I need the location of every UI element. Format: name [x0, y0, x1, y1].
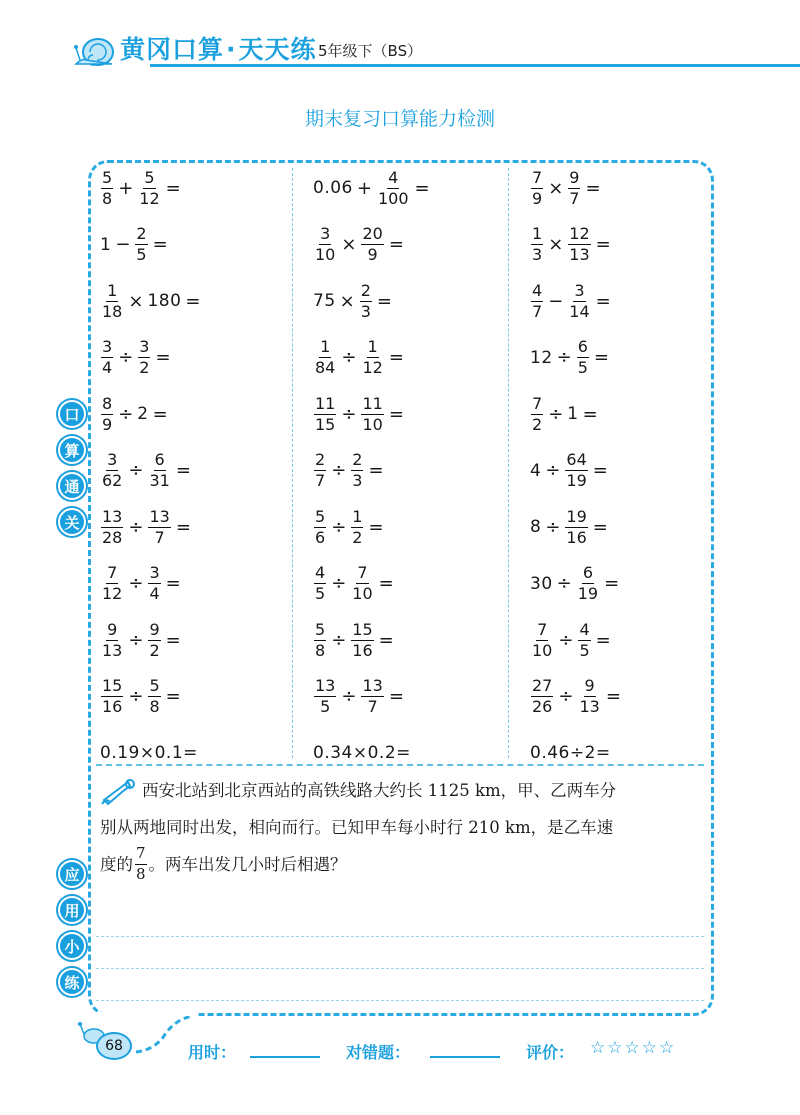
page-title: 期末复习口算能力检测: [304, 108, 495, 130]
problem-item: [313, 449, 388, 493]
fraction: $\frac{7}{9}$: [532, 167, 543, 208]
operator: ÷: [128, 629, 144, 651]
fraction: $\frac{3}{4}$: [149, 563, 160, 603]
fraction: $\frac{3}{2}$: [139, 337, 150, 377]
side-badge: 练: [58, 968, 86, 996]
fraction: $\frac{11}{15}$: [315, 393, 336, 434]
fraction: $\frac{13}{28}$: [102, 506, 123, 547]
equals-sign: =: [605, 686, 621, 707]
frame-curl: [134, 1016, 194, 1056]
fraction: $\frac{7}{10}$: [352, 563, 373, 603]
fraction: $\frac{2}{3}$: [352, 450, 363, 490]
number: 4: [530, 460, 542, 481]
problem-item: [530, 279, 615, 323]
problem-item: [313, 562, 398, 606]
equals-sign: =: [604, 573, 620, 594]
equals-sign: =: [592, 460, 608, 481]
problem-item: [100, 731, 198, 775]
fraction: $\frac{6}{19}$: [577, 563, 599, 603]
problem-item: [100, 505, 195, 549]
equals-sign: =: [595, 234, 611, 255]
problem-item: [313, 731, 411, 775]
fraction: $\frac{64}{19}$: [566, 450, 587, 490]
operator: ÷: [556, 573, 572, 594]
snail-icon: [72, 30, 120, 68]
equals-sign: =: [152, 403, 168, 425]
fraction: $\frac{13}{7}$: [149, 506, 170, 547]
problem-item: [530, 562, 623, 606]
fraction: $\frac{9}{13}$: [102, 619, 123, 660]
operator: ÷: [548, 403, 564, 425]
number: 2: [137, 404, 149, 424]
number: 0.06: [313, 178, 353, 198]
answer-line: [96, 1000, 704, 1001]
operator: ÷: [128, 516, 144, 538]
problem-item: [100, 675, 185, 719]
number: 12: [530, 347, 553, 368]
fraction: $\frac{7}{2}$: [532, 393, 543, 434]
operator: ÷: [128, 573, 144, 594]
equals-sign: =: [388, 403, 404, 425]
fraction: $\frac{1}{12}$: [362, 337, 383, 377]
side-badge: 通: [58, 472, 86, 500]
rate-label: 评价：: [526, 1043, 575, 1062]
fraction: $\frac{6}{5}$: [577, 337, 588, 377]
column-divider: [508, 168, 509, 758]
fraction: $\frac{8}{9}$: [102, 393, 113, 434]
operator: ×: [341, 234, 357, 255]
number: 75: [313, 291, 336, 311]
problem-item: [313, 279, 396, 323]
fraction: $\frac{19}{16}$: [566, 506, 587, 547]
fraction: $\frac{2}{7}$: [315, 450, 326, 490]
equals-sign: =: [593, 347, 610, 368]
equals-sign: =: [585, 177, 601, 199]
problem-item: [530, 166, 605, 210]
word-line-2: 别从两地同时出发，相向而行。已知甲车每小时行 210 km，是乙车速: [100, 818, 614, 837]
answer-line: [96, 968, 704, 969]
problem-item: [313, 675, 408, 719]
fraction: $\frac{4}{5}$: [315, 563, 326, 603]
equals-sign: =: [388, 234, 404, 255]
fraction: $\frac{5}{8}$: [149, 676, 160, 716]
time-blank: [250, 1056, 320, 1058]
fraction: $\frac{5}{6}$: [315, 506, 326, 547]
fraction: $\frac{4}{100}$: [377, 167, 409, 208]
problem-text: 0.34×0.2=: [313, 743, 411, 763]
fraction: $\frac{1}{18}$: [102, 280, 123, 321]
problem-text: 0.46÷2=: [530, 743, 611, 763]
fraction: $\frac{27}{26}$: [532, 676, 553, 716]
fraction: $\frac{9}{2}$: [149, 619, 160, 660]
fraction: $\frac{6}{31}$: [149, 450, 170, 490]
equals-sign: =: [175, 516, 191, 538]
problem-item: [100, 279, 205, 323]
problem-item: [100, 562, 185, 606]
operator: ÷: [545, 516, 561, 538]
equals-sign: =: [152, 234, 168, 255]
equals-sign: =: [175, 460, 191, 481]
answer-line: [96, 936, 704, 937]
rating-stars[interactable]: ☆☆☆☆☆: [590, 1038, 677, 1058]
number: 180: [147, 291, 182, 311]
side-badge: 关: [58, 508, 86, 536]
equals-sign: =: [378, 573, 394, 594]
equals-sign: =: [165, 177, 181, 199]
number: 30: [530, 573, 553, 594]
equals-sign: =: [185, 290, 201, 312]
fraction: $\frac{15}{16}$: [352, 619, 373, 660]
operator: +: [118, 177, 134, 199]
side-badge: 小: [58, 932, 86, 960]
equals-sign: =: [595, 290, 611, 312]
equals-sign: =: [376, 290, 393, 312]
equals-sign: =: [414, 177, 430, 199]
fraction: $\frac{4}{5}$: [579, 619, 590, 660]
wrong-blank: [430, 1056, 500, 1058]
header-rule: [150, 64, 800, 67]
fraction: $\frac{9}{13}$: [579, 676, 600, 716]
fraction: $\frac{11}{10}$: [362, 393, 383, 434]
side-badge: 算: [58, 436, 86, 464]
operator: ÷: [558, 629, 574, 651]
fraction: $\frac{12}{13}$: [569, 224, 590, 264]
operator: −: [548, 290, 564, 312]
equals-sign: =: [582, 403, 598, 425]
fraction: $\frac{5}{8}$: [315, 619, 326, 660]
column-divider: [292, 168, 293, 758]
fraction: $\frac{5}{8}$: [102, 167, 113, 208]
problem-item: [313, 392, 408, 436]
problem-item: [530, 505, 612, 549]
operator: ÷: [341, 347, 357, 368]
equals-sign: =: [378, 629, 394, 651]
problem-item: [100, 392, 172, 436]
operator: ÷: [331, 629, 347, 651]
operator: +: [356, 177, 372, 199]
word-problem: [100, 772, 704, 883]
time-label: 用时：: [188, 1043, 237, 1062]
brand-title: 黄冈口算·天天练: [120, 35, 317, 64]
fraction: $\frac{13}{7}$: [362, 676, 383, 716]
operator: −: [115, 234, 131, 255]
fraction: $\frac{1}{3}$: [532, 224, 543, 264]
operator: ÷: [331, 460, 347, 481]
grade-label: 5年级下（BS）: [318, 42, 423, 60]
equals-sign: =: [388, 686, 404, 707]
operator: ÷: [545, 460, 561, 481]
fraction: $\frac{3}{4}$: [102, 337, 113, 377]
equals-sign: =: [165, 686, 181, 707]
problem-item: [100, 618, 185, 662]
wrong-label: 对错题：: [346, 1043, 411, 1062]
word-line-3: 度的 $\frac{7}{8}$ 。两车出发几小时后相遇？: [100, 844, 347, 883]
operator: ÷: [118, 347, 134, 368]
equals-sign: =: [368, 516, 384, 538]
operator: ÷: [331, 516, 347, 538]
operator: ÷: [341, 686, 357, 707]
problem-item: [530, 618, 615, 662]
equals-sign: =: [595, 629, 611, 651]
fraction: $\frac{3}{10}$: [315, 224, 336, 264]
problem-item: [530, 392, 602, 436]
operator: ÷: [128, 686, 144, 707]
equals-sign: =: [165, 573, 181, 594]
operator: ÷: [118, 403, 134, 425]
fraction: $\frac{2}{5}$: [136, 224, 147, 264]
problem-text: 0.19×0.1=: [100, 743, 198, 763]
problem-item: [313, 166, 434, 210]
side-badges-calc: [58, 400, 90, 544]
problem-item: [313, 505, 388, 549]
operator: ÷: [331, 573, 347, 594]
fraction: $\frac{3}{62}$: [102, 450, 123, 490]
fraction: $\frac{13}{5}$: [315, 676, 336, 716]
equals-sign: =: [165, 629, 181, 651]
page-number: 68: [96, 1032, 132, 1060]
problem-item: [530, 223, 615, 267]
operator: ÷: [558, 686, 574, 707]
operator: ÷: [128, 460, 144, 481]
fraction: $\frac{1}{2}$: [352, 506, 363, 547]
fraction: $\frac{1}{84}$: [315, 337, 336, 377]
fraction: $\frac{4}{7}$: [532, 280, 543, 321]
word-line-1: 西安北站到北京西站的高铁线路大约长 1125 km，甲、乙两车分: [142, 781, 617, 800]
problem-item: [100, 166, 185, 210]
page-header: [0, 0, 800, 78]
problem-item: [100, 223, 172, 267]
problem-item: [530, 336, 613, 380]
fraction: $\frac{2}{3}$: [360, 280, 371, 321]
number: 1: [567, 404, 579, 424]
problem-item: [530, 675, 625, 719]
operator: ×: [548, 234, 564, 255]
fraction: $\frac{7}{8}$: [136, 844, 146, 883]
operator: ÷: [341, 403, 357, 425]
problem-item: [100, 336, 175, 380]
side-badges-app: [58, 860, 90, 1004]
equals-sign: =: [592, 516, 608, 538]
fraction: $\frac{9}{7}$: [569, 167, 580, 208]
problem-item: [530, 449, 612, 493]
equals-sign: =: [155, 347, 171, 368]
number: 1: [100, 234, 112, 255]
problem-item: [313, 223, 408, 267]
fraction: $\frac{7}{12}$: [102, 563, 123, 603]
operator: ÷: [556, 347, 572, 368]
operator: ×: [548, 177, 564, 199]
equals-sign: =: [388, 347, 404, 368]
problem-item: [530, 731, 611, 775]
fraction: $\frac{20}{9}$: [362, 224, 383, 264]
fraction: $\frac{7}{10}$: [532, 619, 553, 660]
fraction: $\frac{5}{12}$: [139, 167, 160, 208]
equals-sign: =: [368, 460, 384, 481]
side-badge: 口: [58, 400, 86, 428]
operator: ×: [128, 290, 144, 312]
number: 8: [530, 517, 542, 537]
operator: ×: [339, 290, 355, 312]
problem-item: [313, 336, 408, 380]
fraction: $\frac{3}{14}$: [569, 280, 590, 321]
problem-item: [313, 618, 398, 662]
problem-item: [100, 449, 195, 493]
fraction: $\frac{15}{16}$: [102, 676, 123, 716]
side-badge: 用: [58, 896, 86, 924]
side-badge: 应: [58, 860, 86, 888]
